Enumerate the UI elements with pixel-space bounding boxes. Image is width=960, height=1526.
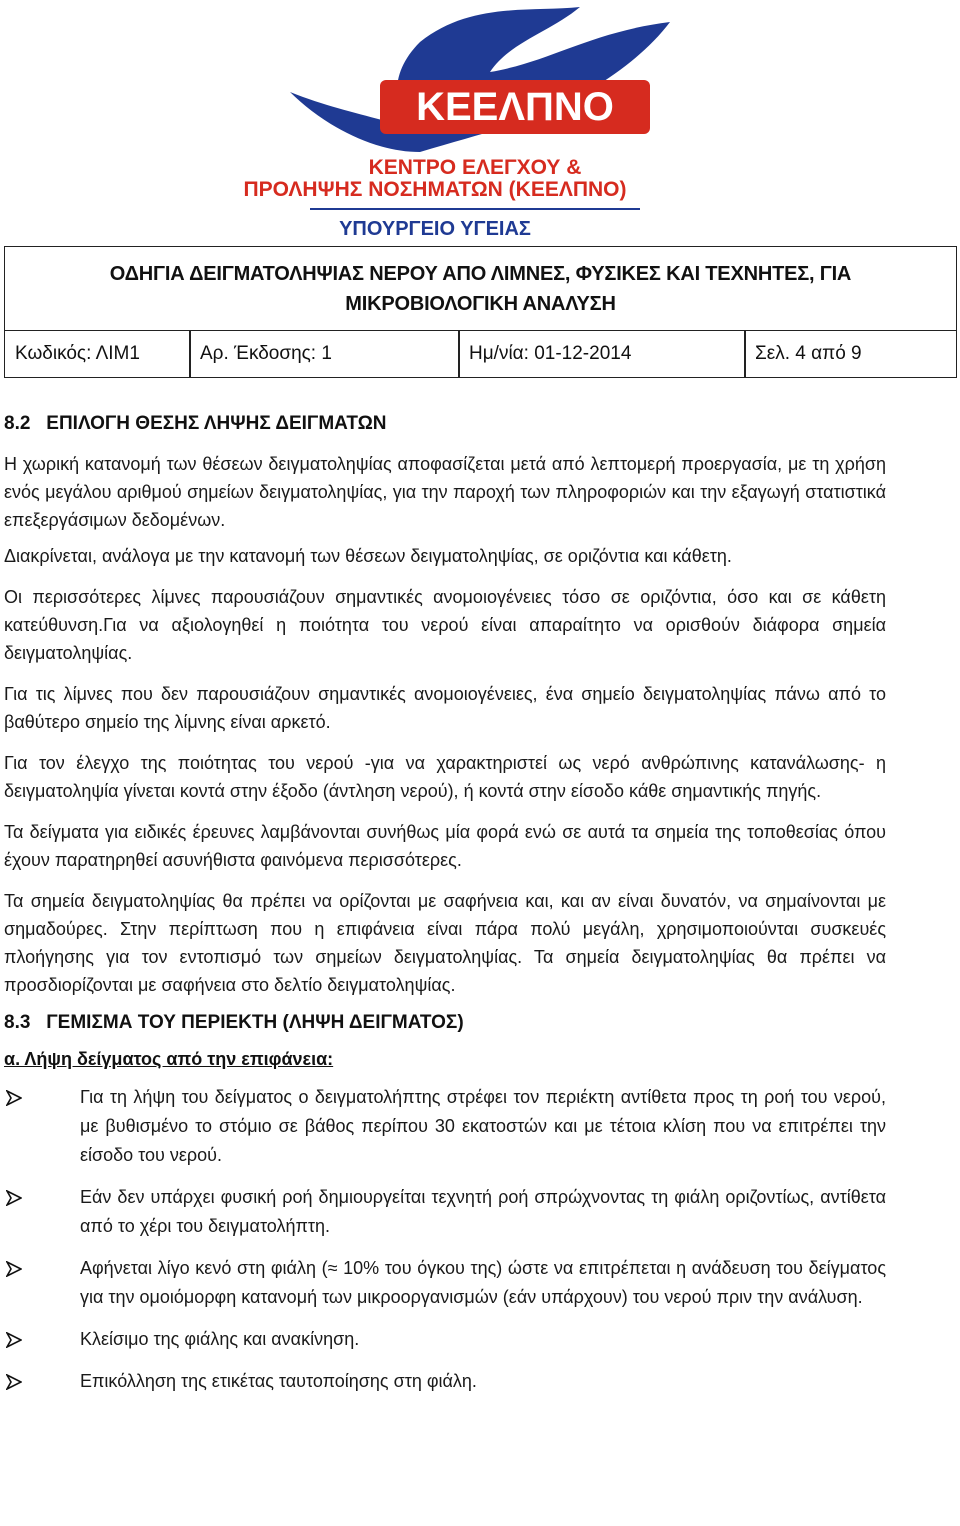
section-8-2-heading: [4, 410, 886, 438]
list-item-text: Επικόλληση της ετικέτας ταυτοποίησης στη φιάλη.: [80, 1371, 477, 1391]
logo-line2: ΠΡΟΛΗΨΗΣ ΝΟΣΗΜΑΤΩΝ (ΚΕΕΛΠΝΟ): [243, 178, 627, 201]
document-edition: Αρ. Έκδοσης: 1: [200, 343, 332, 364]
bullet-list: [4, 1083, 886, 1396]
list-item: [4, 1367, 886, 1396]
section-8-3-heading: [4, 1009, 886, 1037]
title-line-2: ΜΙΚΡΟΒΙΟΛΟΓΙΚΗ ΑΝΑΛΥΣΗ: [345, 292, 616, 315]
list-item-text: Εάν δεν υπάρχει φυσική ροή δημιουργείται τεχνητή ροή σπρώχνοντας τη φιάλη οριζοντίως, αντίθετα από το χέρι του δειγματολήπτη.: [80, 1187, 886, 1236]
logo-acronym: ΚΕΕΛΠΝΟ: [416, 85, 614, 129]
paragraph: Για τον έλεγχο της ποιότητας του νερού -για να χαρακτηριστεί ως νερό ανθρώπινης κατανάλωσης- η δειγματοληψία γίνεται κοντά στην έξοδο (άντληση νερού), ή κοντά στην είσοδο κάθε σημαντικής πηγής.: [4, 753, 886, 801]
document-body: [4, 410, 886, 1409]
document-date: Ημ/νία: 01-12-2014: [469, 343, 632, 364]
arrow-bullet-icon: [4, 1083, 80, 1111]
arrow-bullet-icon: [4, 1254, 80, 1282]
document-code: Κωδικός: ΛΙΜ1: [15, 343, 140, 364]
paragraph: Οι περισσότερες λίμνες παρουσιάζουν σημαντικές ανομοιογένειες τόσο σε οριζόντια, όσο και σε κάθετη κατεύθυνση.Για να αξιολογηθεί η ποιότητα του νερού είναι απαραίτητο να ορισθούν διάφορα σημεία δειγματοληψίας.: [4, 587, 886, 663]
paragraph: Τα δείγματα για ειδικές έρευνες λαμβάνονται συνήθως μία φορά ενώ σε αυτά τα σημεία της τοποθεσίας όπου έχουν παρατηρηθεί ασυνήθιστα φαινόμενα περισσότερες.: [4, 822, 886, 870]
page-number: Σελ. 4 από 9: [755, 343, 862, 364]
section-number: 8.2: [4, 413, 31, 434]
list-item: [4, 1325, 886, 1354]
logo-ministry: ΥΠΟΥΡΓΕΙΟ ΥΓΕΙΑΣ: [339, 218, 531, 240]
document-header: [4, 246, 957, 378]
arrow-bullet-icon: [4, 1367, 80, 1395]
section-title: ΓΕΜΙΣΜΑ ΤΟΥ ΠΕΡΙΕΚΤΗ (ΛΗΨΗ ΔΕΙΓΜΑΤΟΣ): [46, 1012, 464, 1033]
list-item: [4, 1254, 886, 1312]
subheading-text: α. Λήψη δείγματος από την επιφάνεια:: [4, 1049, 334, 1069]
logo-line1: ΚΕΝΤΡΟ ΕΛΕΓΧΟΥ &: [368, 156, 582, 179]
list-item-text: Για τη λήψη του δείγματος ο δειγματολήπτης στρέφει τον περιέκτη αντίθετα προς τη ροή του νερού, με βυθισμένο το στόμιο σε βάθος περίπου 30 εκατοστών και με τέτοια κλίση που να επιτρέπει την είσοδο του νερού.: [80, 1087, 886, 1165]
section-number: 8.3: [4, 1012, 31, 1033]
title-line-1: ΟΔΗΓΙΑ ΔΕΙΓΜΑΤΟΛΗΨΙΑΣ ΝΕΡΟΥ ΑΠΟ ΛΙΜΝΕΣ, ΦΥΣΙΚΕΣ ΚΑΙ ΤΕΧΝΗΤΕΣ, ΓΙΑ: [109, 262, 852, 285]
section-title: ΕΠΙΛΟΓΗ ΘΕΣΗΣ ΛΗΨΗΣ ΔΕΙΓΜΑΤΩΝ: [46, 413, 387, 434]
arrow-bullet-icon: [4, 1183, 80, 1211]
paragraph: Διακρίνεται, ανάλογα με την κατανομή των θέσεων δειγματοληψίας, σε οριζόντια και κάθετη.: [4, 546, 732, 566]
list-item-text: Αφήνεται λίγο κενό στη φιάλη (≈ 10% του όγκου της) ώστε να επιτρέπεται η ανάδευση του δείγματος για την ομοιόμορφη κατανομή των μικροοργανισμών (εάν υπάρχουν) του νερού πριν την ανάλυση.: [80, 1258, 886, 1307]
paragraph: Για τις λίμνες που δεν παρουσιάζουν σημαντικές ανομοιογένειες, ένα σημείο δειγματοληψίας πάνω από το βαθύτερο σημείο της λίμνης είναι αρκετό.: [4, 684, 886, 732]
paragraph: Τα σημεία δειγματοληψίας θα πρέπει να ορίζονται με σαφήνεια και, και αν είναι δυνατόν, να σημαίνονται με σημαδούρες. Στην περίπτωση που η επιφάνεια είναι πάρα πολύ μεγάλη, χρησιμοποιούνται συσκευές πλοήγησης για τον εντοπισμό των σημείων δειγματοληψίας. Τα σημεία δειγματοληψίας θα πρέπει να προσδιορίζονται με σαφήνεια στο δελτίο δειγματοληψίας.: [4, 891, 886, 995]
subheading: [4, 1045, 886, 1073]
keelpno-logo: [170, 2, 715, 242]
arrow-bullet-icon: [4, 1325, 80, 1353]
list-item-text: Κλείσιμο της φιάλης και ανακίνηση.: [80, 1329, 360, 1349]
list-item: [4, 1183, 886, 1241]
document-meta-row: [5, 331, 956, 377]
document-title: [5, 247, 956, 331]
list-item: [4, 1083, 886, 1170]
paragraph: Η χωρική κατανομή των θέσεων δειγματοληψίας αποφασίζεται μετά από λεπτομερή προεργασία, με τη χρήση ενός μεγάλου αριθμού σημείων δειγματοληψίας, για την παροχή των πληροφοριών και την εξαγωγή στατιστικά επεξεργάσιμων δεδομένων.: [4, 454, 886, 530]
